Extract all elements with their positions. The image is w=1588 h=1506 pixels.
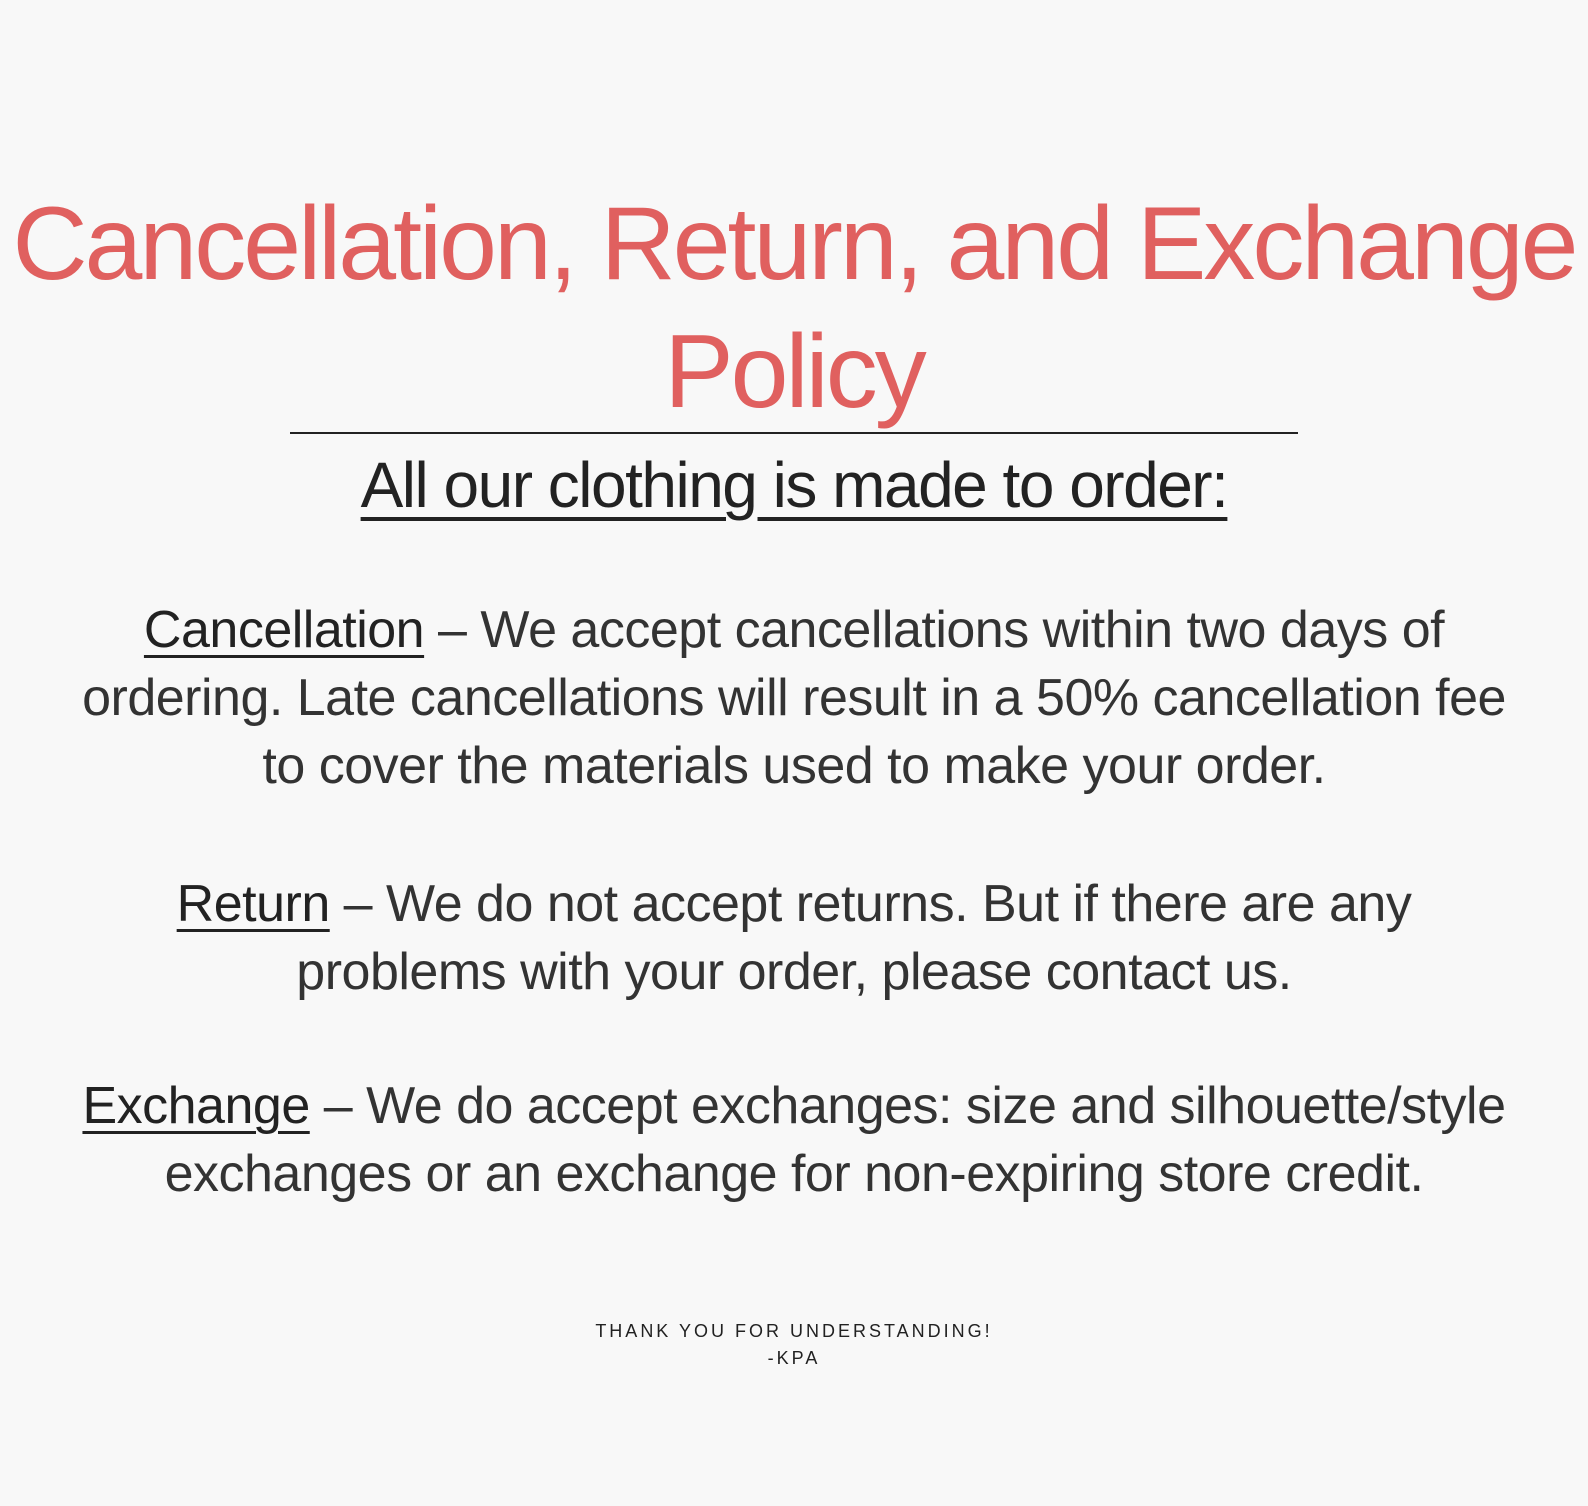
title-line-2: Policy bbox=[664, 314, 924, 430]
subheading bbox=[0, 448, 1588, 522]
return-section bbox=[80, 870, 1508, 1006]
page-title bbox=[0, 180, 1588, 436]
subheading-text: All our clothing is made to order: bbox=[360, 449, 1228, 521]
thank-you-line: THANK YOU FOR UNDERSTANDING! bbox=[595, 1321, 993, 1341]
cancellation-term: Cancellation bbox=[143, 601, 425, 659]
footer bbox=[0, 1318, 1588, 1372]
title-line-1: Cancellation, Return, and Exchange bbox=[12, 186, 1576, 302]
signature: -KPA bbox=[767, 1348, 821, 1368]
title-divider bbox=[290, 432, 1298, 434]
exchange-term: Exchange bbox=[82, 1077, 310, 1135]
cancellation-text: – We accept cancellations within two days of ordering. Late cancellations will result in a 50% cancellation fee to cover the materials used to make your order. bbox=[82, 601, 1506, 795]
return-term: Return bbox=[176, 875, 330, 933]
exchange-text: – We do accept exchanges: size and silhouette/style exchanges or an exchange for non-expiring store credit. bbox=[164, 1077, 1506, 1203]
cancellation-section bbox=[80, 596, 1508, 800]
exchange-section bbox=[80, 1072, 1508, 1208]
return-text: – We do not accept returns. But if there are any problems with your order, please contact us. bbox=[296, 875, 1412, 1001]
